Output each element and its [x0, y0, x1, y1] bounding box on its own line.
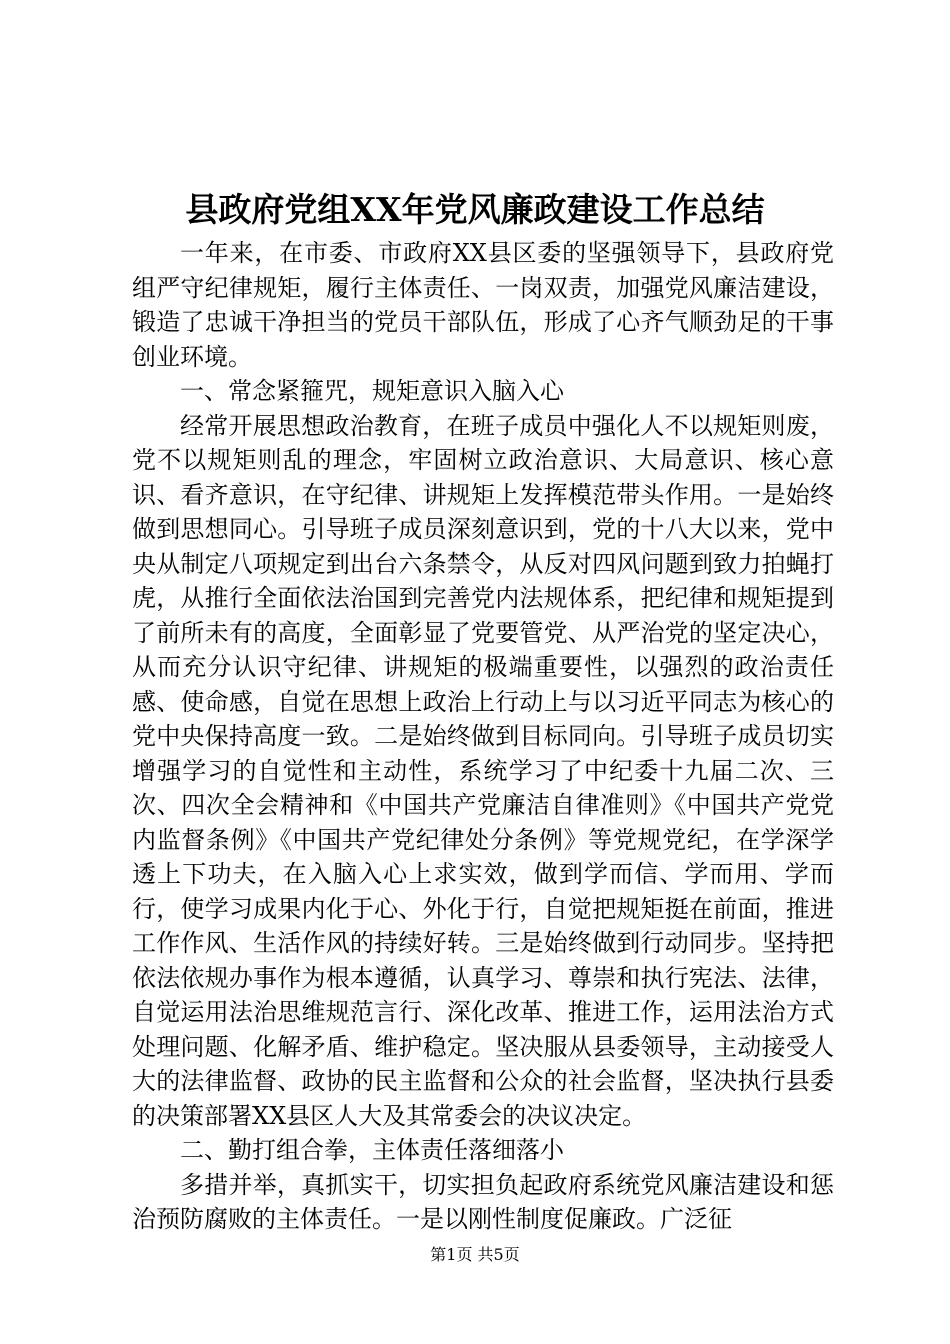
- page-footer: 第1页 共5页: [430, 1245, 520, 1264]
- paragraph-intro: 一年来，在市委、市政府XX县区委的坚强领导下，县政府党组严守纪律规矩，履行主体责任、一岗双责，加强党风廉洁建设，锻造了忠诚干净担当的党员干部队伍，形成了心齐气顺劲足的干事创业环境。: [132, 239, 834, 371]
- paragraph-section-2: 多措并举，真抓实干，切实担负起政府系统党风廉洁建设和惩治预防腐败的主体责任。一是以刚性制度促廉政。广泛征: [132, 1170, 834, 1233]
- document-body: [132, 236, 834, 1237]
- paragraph-section-1: 经常开展思想政治教育，在班子成员中强化人不以规矩则废，党不以规矩则乱的理念，牢固树立政治意识、大局意识、核心意识、看齐意识，在守纪律、讲规矩上发挥模范带头作用。一是始终做到思想同心。引导班子成员深刻意识到，党的十八大以来，党中央从制定八项规定到出台六条禁令，从反对四风问题到致力拍蝇打虎，从推行全面依法治国到完善党内法规体系，把纪律和规矩提到了前所未有的高度，全面彰显了党要管党、从严治党的坚定决心，从而充分认识守纪律、讲规矩的极端重要性，以强烈的政治责任感、使命感，自觉在思想上政治上行动上与以习近平同志为核心的党中央保持高度一致。二是始终做到目标同向。引导班子成员切实增强学习的自觉性和主动性，系统学习了中纪委十九届二次、三次、四次全会精神和《中国共产党廉洁自律准则》《中国共产党党内监督条例》《中国共产党纪律处分条例》等党规党纪，在学深学透上下功夫，在入脑入心上求实效，做到学而信、学而用、学而行，使学习成果内化于心、外化于行，自觉把规矩挺在前面，推进工作作风、生活作风的持续好转。三是始终做到行动同步。坚持把依法依规办事作为根本遵循，认真学习、尊崇和执行宪法、法律，自觉运用法治思维规范言行、深化改革、推进工作，运用法治方式处理问题、化解矛盾、维护稳定。坚决服从县委领导，主动接受人大的法律监督、政协的民主监督和公众的社会监督，坚决执行县委的决策部署XX县区人大及其常委会的决议决定。: [132, 411, 834, 1130]
- section-heading-2: 二、勤打组合拳，主体责任落细落小: [180, 1136, 564, 1164]
- document-title: 县政府党组XX年党风廉政建设工作总结: [185, 190, 765, 229]
- section-heading-1: 一、常念紧箍咒，规矩意识入脑入心: [180, 377, 564, 405]
